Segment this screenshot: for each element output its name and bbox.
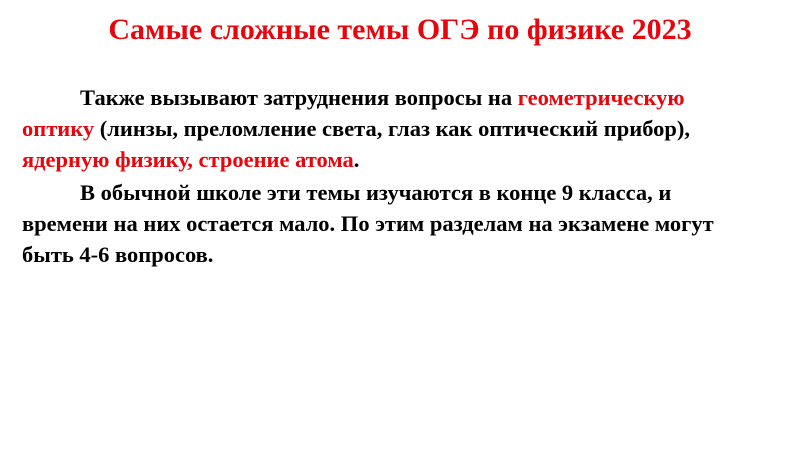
body-paragraph-1 <box>22 82 722 175</box>
body-paragraph-2 <box>22 177 722 270</box>
text-run-highlight-optics: геометрическую оптику <box>22 85 685 141</box>
text-run-plain-2: (линзы, преломление света, глаз как оптический прибор), <box>94 116 691 141</box>
page-title: Самые сложные темы ОГЭ по физике 2023 <box>108 13 692 46</box>
text-run-plain-3: В обычной школе эти темы изучаются в конце 9 класса, и времени на них остается мало. По этим разделам на экзамене могут быть 4-6 вопросов. <box>22 180 714 267</box>
slide-body <box>22 82 722 270</box>
text-run-highlight-nuclear: ядерную физику, строение атома <box>22 147 354 172</box>
text-run-period: . <box>353 147 360 172</box>
text-run-plain: Также вызывают затруднения вопросы на <box>80 85 518 110</box>
